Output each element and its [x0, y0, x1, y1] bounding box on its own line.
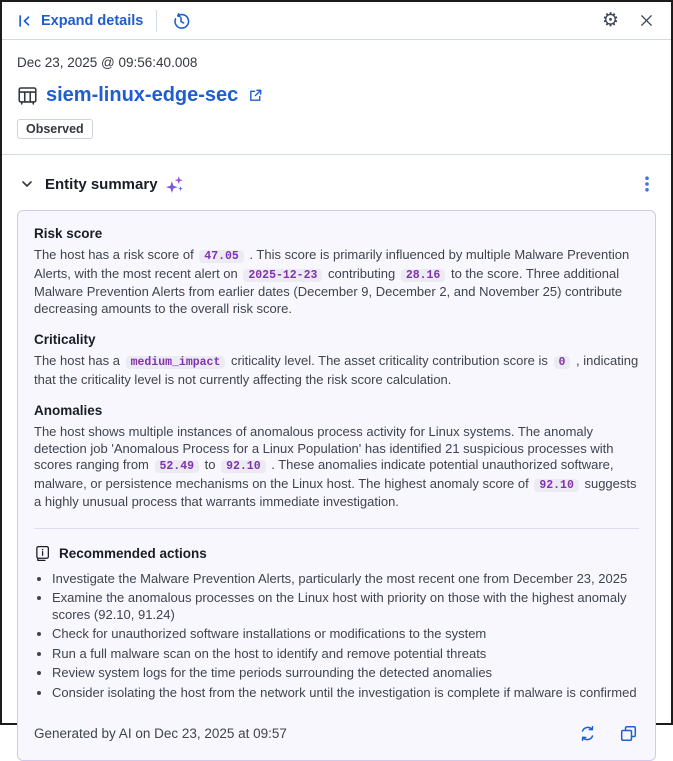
- text-segment: . These anomalies indicate potential unauthorized software, malware, or persistence mechanisms on the Linux host. The highest anomaly score of: [34, 457, 614, 491]
- inline-code-value: 52.49: [155, 460, 200, 473]
- entity-header: [2, 40, 671, 139]
- host-storage-icon: [17, 85, 38, 106]
- summary-footer: [34, 723, 639, 744]
- history-clock-icon: [172, 12, 190, 30]
- inline-code-value: 2025-12-23: [243, 269, 322, 282]
- observed-badge: Observed: [17, 119, 93, 139]
- collapse-left-icon: [17, 13, 33, 29]
- summary-section: [34, 403, 639, 511]
- inline-code-value: 92.10: [534, 479, 579, 492]
- inline-code-value: 0: [554, 356, 571, 369]
- open-host-details-button[interactable]: [246, 86, 265, 105]
- recommended-actions-title: Recommended actions: [59, 545, 207, 561]
- summary-section: [34, 332, 639, 388]
- section-heading: Criticality: [34, 332, 96, 347]
- recommended-item: • Investigate the Malware Prevention Alerts, particularly the most recent one from December 23, 2025: [52, 571, 639, 588]
- recommended-list: [34, 571, 639, 702]
- expand-details-label: Expand details: [41, 12, 144, 29]
- inline-code-value: 47.05: [199, 250, 244, 263]
- host-name-link[interactable]: siem-linux-edge-sec: [46, 84, 239, 106]
- section-text: [34, 353, 639, 388]
- section-heading: Anomalies: [34, 403, 103, 418]
- header-divider: [156, 10, 157, 32]
- summary-sections: [34, 226, 639, 511]
- settings-button[interactable]: [600, 9, 621, 32]
- entity-summary-header: [2, 173, 671, 195]
- summary-options-button[interactable]: [638, 173, 656, 195]
- recommended-actions-icon: [34, 545, 51, 562]
- generated-by-text: Generated by AI on Dec 23, 2025 at 09:57: [34, 726, 287, 741]
- recommended-item: • Examine the anomalous processes on the Linux host with priority on those with the highest anomaly scores (92.10, 91.24): [52, 590, 639, 623]
- text-segment: , indicating that the criticality level is not currently affecting the risk score calculation.: [34, 353, 639, 387]
- regenerate-icon: [579, 725, 596, 742]
- expand-details-button[interactable]: [17, 13, 143, 29]
- close-button[interactable]: [637, 11, 656, 30]
- text-segment: criticality level. The asset criticality contribution score is: [227, 353, 552, 368]
- regenerate-button[interactable]: [577, 723, 598, 744]
- recommended-item: • Consider isolating the host from the network until the investigation is complete if malware is confirmed: [52, 685, 639, 702]
- chevron-down-icon: [19, 176, 35, 192]
- text-segment: The host shows multiple instances of anomalous process activity for Linux systems. The anomaly detection job 'Anomalous Process for a Linux Population' has identified 21 suspicious processes with scores ranging from: [34, 424, 614, 472]
- summary-actions-divider: [34, 528, 639, 529]
- recommended-actions-header: [34, 545, 639, 562]
- section-text: [34, 247, 639, 317]
- inline-code-value: 92.10: [221, 460, 266, 473]
- close-icon: [639, 13, 654, 28]
- inline-code-value: 28.16: [401, 269, 446, 282]
- inline-code-value: medium_impact: [126, 356, 226, 369]
- copy-button[interactable]: [618, 723, 639, 744]
- gear-icon: ⚙: [601, 9, 619, 31]
- popout-icon: [248, 88, 263, 103]
- text-segment: suggests a highly unusual process that warrants immediate investigation.: [34, 475, 637, 509]
- summary-section: [34, 226, 639, 317]
- text-segment: to the score. Three additional Malware Prevention Alerts from earlier dates (December 9, December 2, and November 25) contribute decreasing amounts to the overall risk score.: [34, 265, 623, 316]
- history-clock-button[interactable]: [170, 10, 192, 32]
- text-segment: The host has a: [34, 353, 124, 368]
- text-segment: . This score is primarily influenced by multiple Malware Prevention Alerts, with the most recent alert on: [34, 247, 630, 281]
- section-text: [34, 424, 639, 511]
- flyout-header: [2, 2, 671, 40]
- event-timestamp: Dec 23, 2025 @ 09:56:40.008: [17, 55, 198, 70]
- sparkles-icon: [165, 175, 184, 194]
- section-heading: Risk score: [34, 226, 103, 241]
- text-segment: The host has a risk score of: [34, 247, 198, 262]
- text-segment: contributing: [324, 265, 399, 281]
- copy-icon: [620, 725, 637, 742]
- text-segment: to: [201, 457, 220, 472]
- entity-summary-title: Entity summary: [45, 175, 158, 193]
- recommended-item: • Run a full malware scan on the host to identify and remove potential threats: [52, 646, 639, 663]
- kebab-menu-icon: [640, 175, 654, 193]
- recommended-item: • Check for unauthorized software installations or modifications to the system: [52, 626, 639, 643]
- section-divider: [2, 154, 671, 155]
- ai-summary-panel: [17, 210, 656, 761]
- recommended-item: • Review system logs for the time periods surrounding the detected anomalies: [52, 665, 639, 682]
- collapse-summary-toggle[interactable]: [17, 174, 37, 194]
